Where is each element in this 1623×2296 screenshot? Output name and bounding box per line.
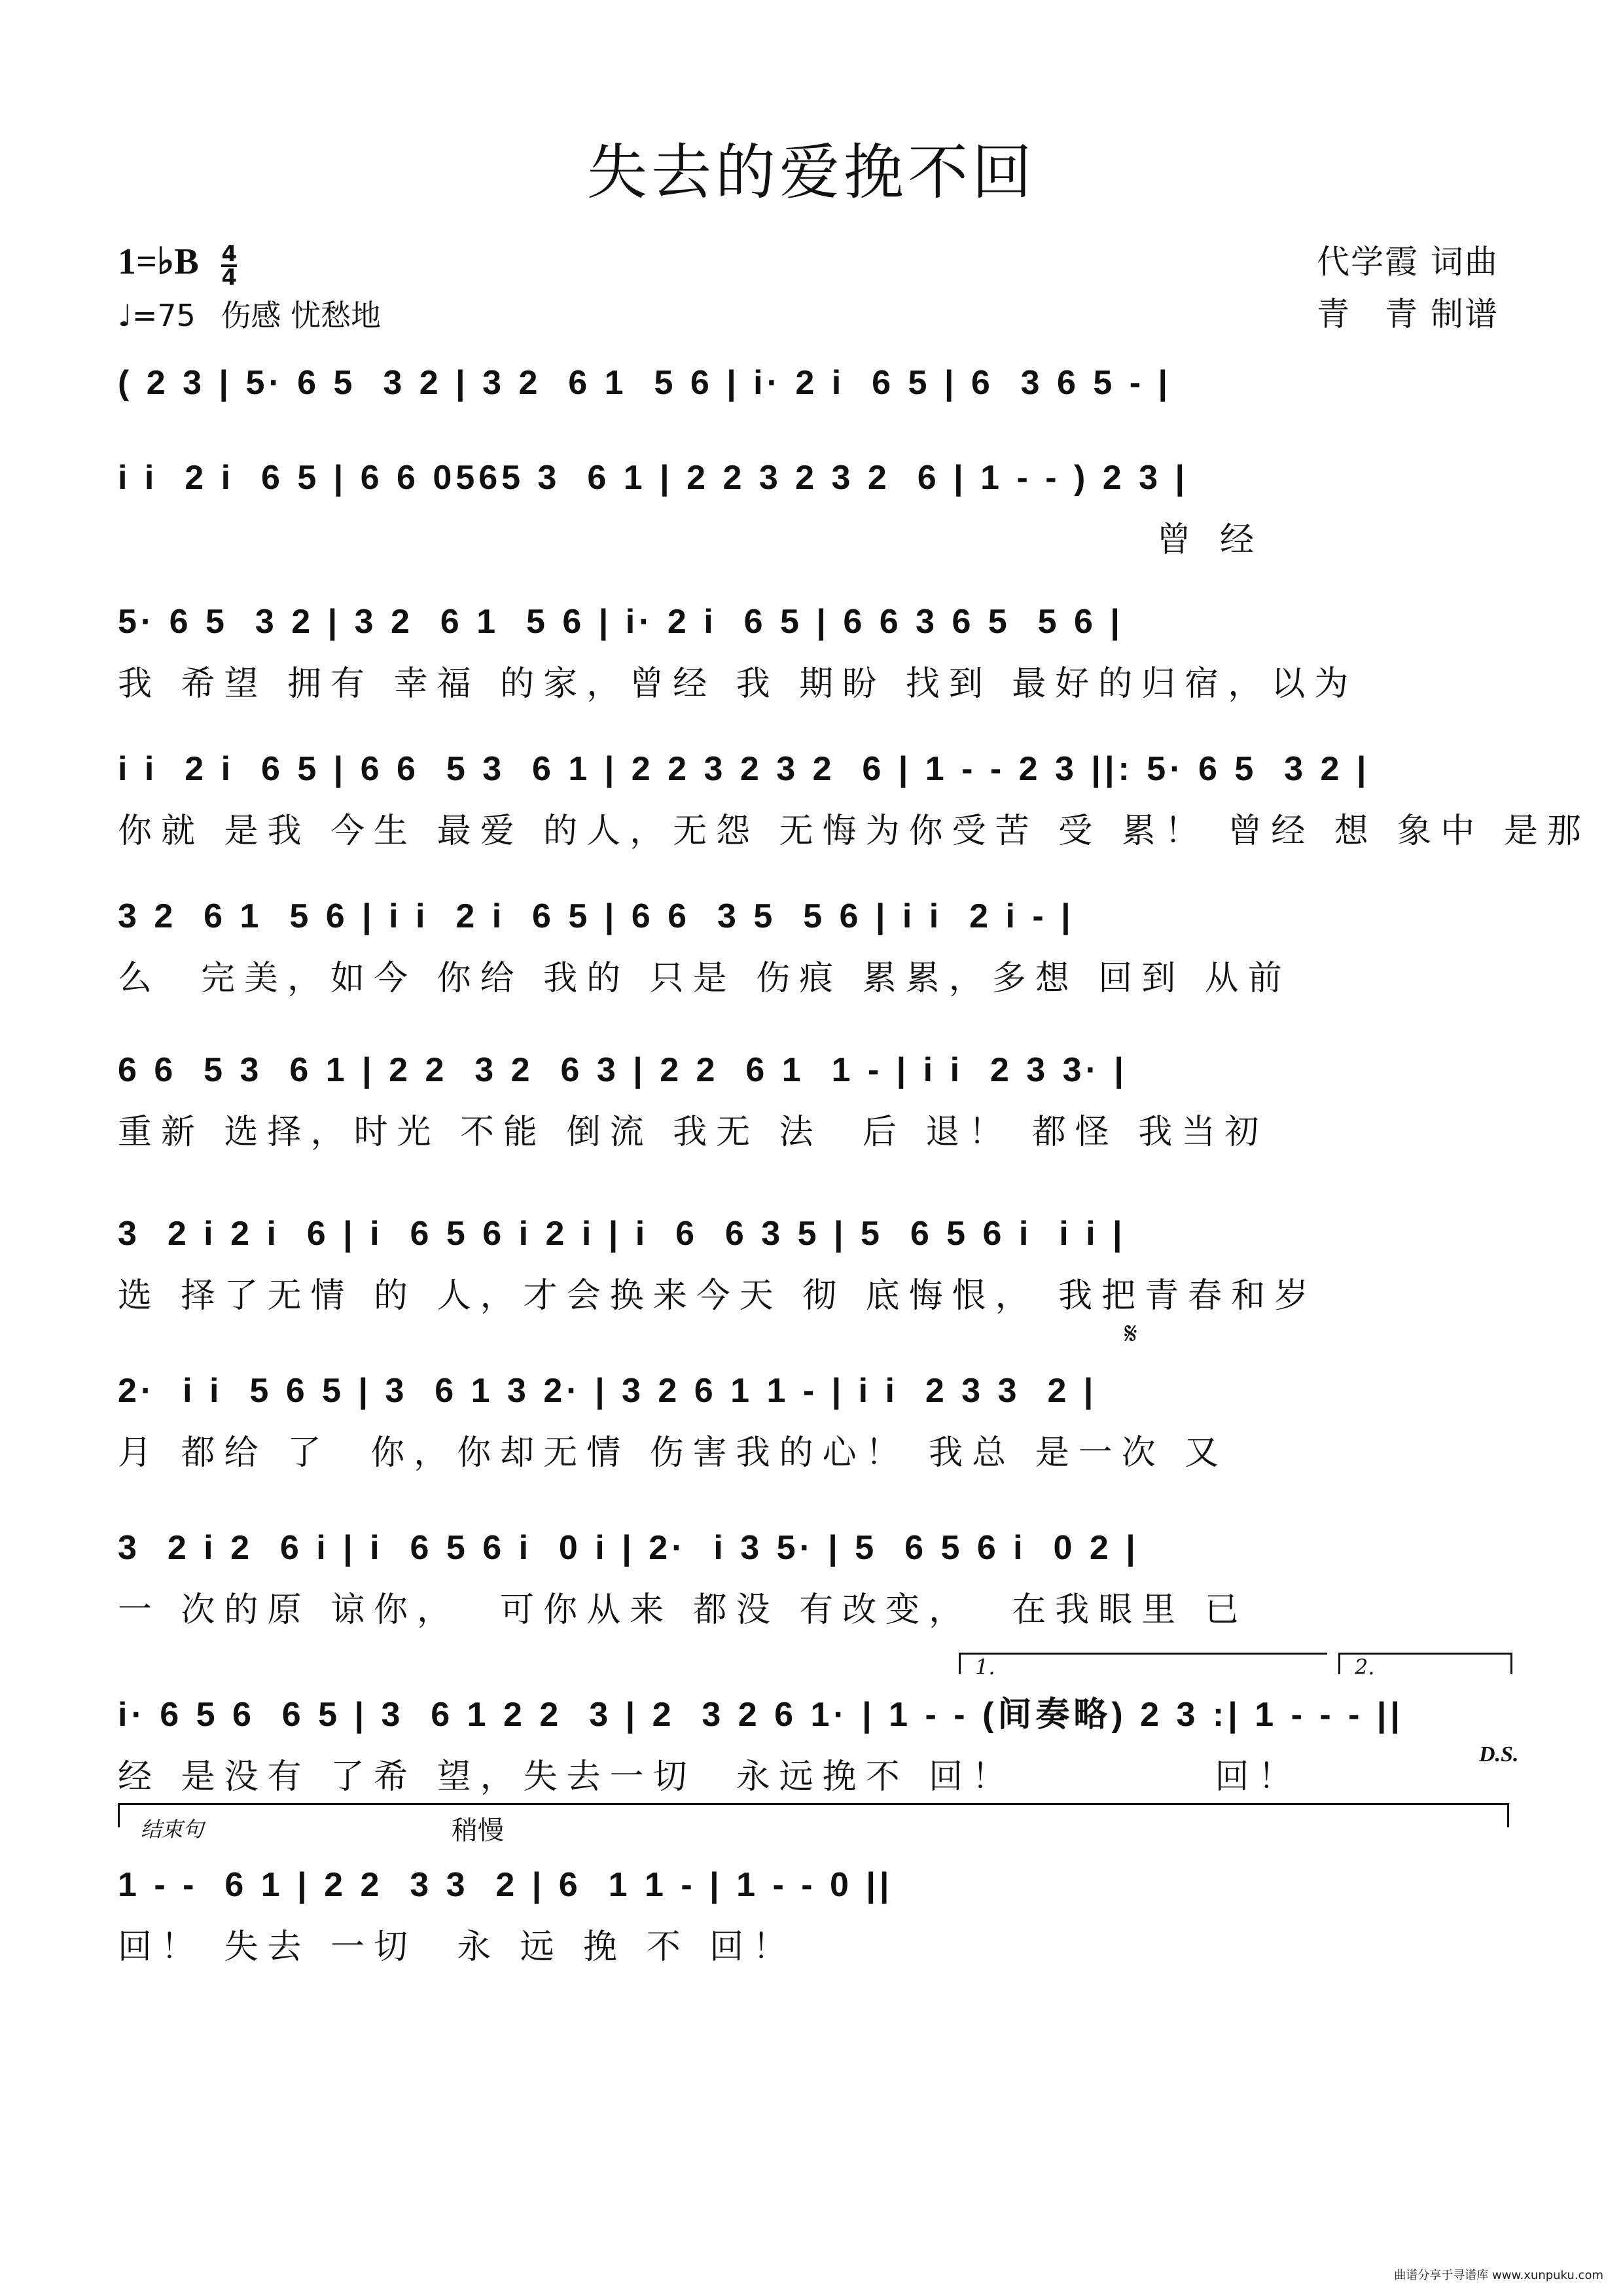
header-info	[118, 236, 381, 342]
lyrics: 一 次的原 谅你， 可你从来 都没 有改变， 在我眼里 已	[118, 1590, 1248, 1630]
notes: 1 - - 6 1 | 2 2 3 3 2 | 6 1 1 - | 1 - - 0 ||	[118, 1866, 893, 1904]
tempo-row	[118, 289, 381, 342]
slower-marking: 稍慢	[452, 1816, 504, 1846]
expression-marking: 伤感 忧愁地	[221, 298, 382, 333]
notes: 5· 6 5 3 2 | 3 2 6 1 5 6 | i· 2 i 6 5 | 6 6 3 6 5 5 6 |	[118, 603, 1124, 641]
lyrics: 曾 经	[118, 520, 1264, 560]
tempo-marking: ♩=75	[118, 298, 196, 333]
volta-bracket-1	[959, 1653, 1327, 1674]
lyricist-composer: 代学霞 词曲	[1317, 243, 1499, 281]
credits	[1317, 236, 1499, 340]
lyrics: 我 希望 拥有 幸福 的家，曾经 我 期盼 找到 最好的归宿，以为	[118, 664, 1358, 704]
notes: 6 6 5 3 6 1 | 2 2 3 2 6 3 | 2 2 6 1 1 - | i i 2 3 3· |	[118, 1051, 1128, 1089]
key-signature-row	[118, 236, 381, 289]
dal-segno: D.S.	[1479, 1742, 1519, 1767]
footer-credit: 曲谱分享于寻谱库 www.xunpuku.com	[1394, 2269, 1603, 2282]
key-signature: 1=♭B	[118, 242, 199, 282]
lyrics: 么 完美，如今 你给 我的 只是 伤痕 累累，多想 回到 从前	[118, 959, 1291, 998]
notes: i i 2 i 6 5 | 6 6 0565 3 6 1 | 2 2 3 2 3 2 6 | 1 - - ) 2 3 |	[118, 459, 1189, 497]
lyrics: 选 择了无情 的 人，才会换来今天 彻 底悔恨， 我把青春和岁	[118, 1276, 1318, 1316]
notes: 3 2 i 2 6 i | i 6 5 6 i 0 i | 2· i 3 5· | 5 6 5 6 i 0 2 |	[118, 1529, 1139, 1567]
notes: 2· i i 5 6 5 | 3 6 1 3 2· | 3 2 6 1 1 - | i i 2 3 3 2 |	[118, 1372, 1097, 1410]
arranger: 青 青 制谱	[1317, 295, 1499, 333]
ending-bracket	[118, 1803, 1509, 1827]
time-signature-top: 4	[221, 240, 237, 267]
lyrics: 月 都给 了 你，你却无情 伤害我的心！ 我总 是一次 又	[118, 1433, 1228, 1473]
volta-2-label: 2.	[1355, 1655, 1375, 1679]
lyrics: 回！ 失去 一切 永 远 挽 不 回！	[118, 1928, 796, 1967]
ending-label: 结束句	[141, 1817, 204, 1842]
time-signature	[221, 240, 237, 291]
notes: i· 6 5 6 6 5 | 3 6 1 2 2 3 | 2 3 2 6 1· | 1 - - (间奏略) 2 3 :| 1 - - - ||	[118, 1696, 1404, 1734]
lyrics: 经 是没有 了希 望，失去一切 永远挽不 回！ 回！	[118, 1757, 1302, 1797]
notes: ( 2 3 | 5· 6 5 3 2 | 3 2 6 1 5 6 | i· 2 i 6 5 | 6 3 6 5 - |	[118, 364, 1172, 402]
lyrics: 重新 选择，时光 不能 倒流 我无 法 后 退！ 都怪 我当初	[118, 1113, 1268, 1152]
notes: 3 2 6 1 5 6 | i i 2 i 6 5 | 6 6 3 5 5 6 | i i 2 i - |	[118, 897, 1075, 935]
segno-sign: 𝄋	[1124, 1316, 1137, 1351]
lyrics: 你就 是我 今生 最爱 的人，无怨 无悔为你受苦 受 累！ 曾经 想 象中 是那	[118, 812, 1590, 851]
time-signature-bottom: 4	[221, 264, 237, 291]
notes: i i 2 i 6 5 | 6 6 5 3 6 1 | 2 2 3 2 3 2 6 | 1 - - 2 3 ||: 5· 6 5 3 2 |	[118, 750, 1370, 788]
song-title: 失去的爱挽不回	[586, 137, 1036, 207]
volta-1-label: 1.	[975, 1655, 995, 1679]
notes: 3 2 i 2 i 6 | i 6 5 6 i 2 i | i 6 6 3 5 | 5 6 5 6 i i i |	[118, 1215, 1126, 1253]
